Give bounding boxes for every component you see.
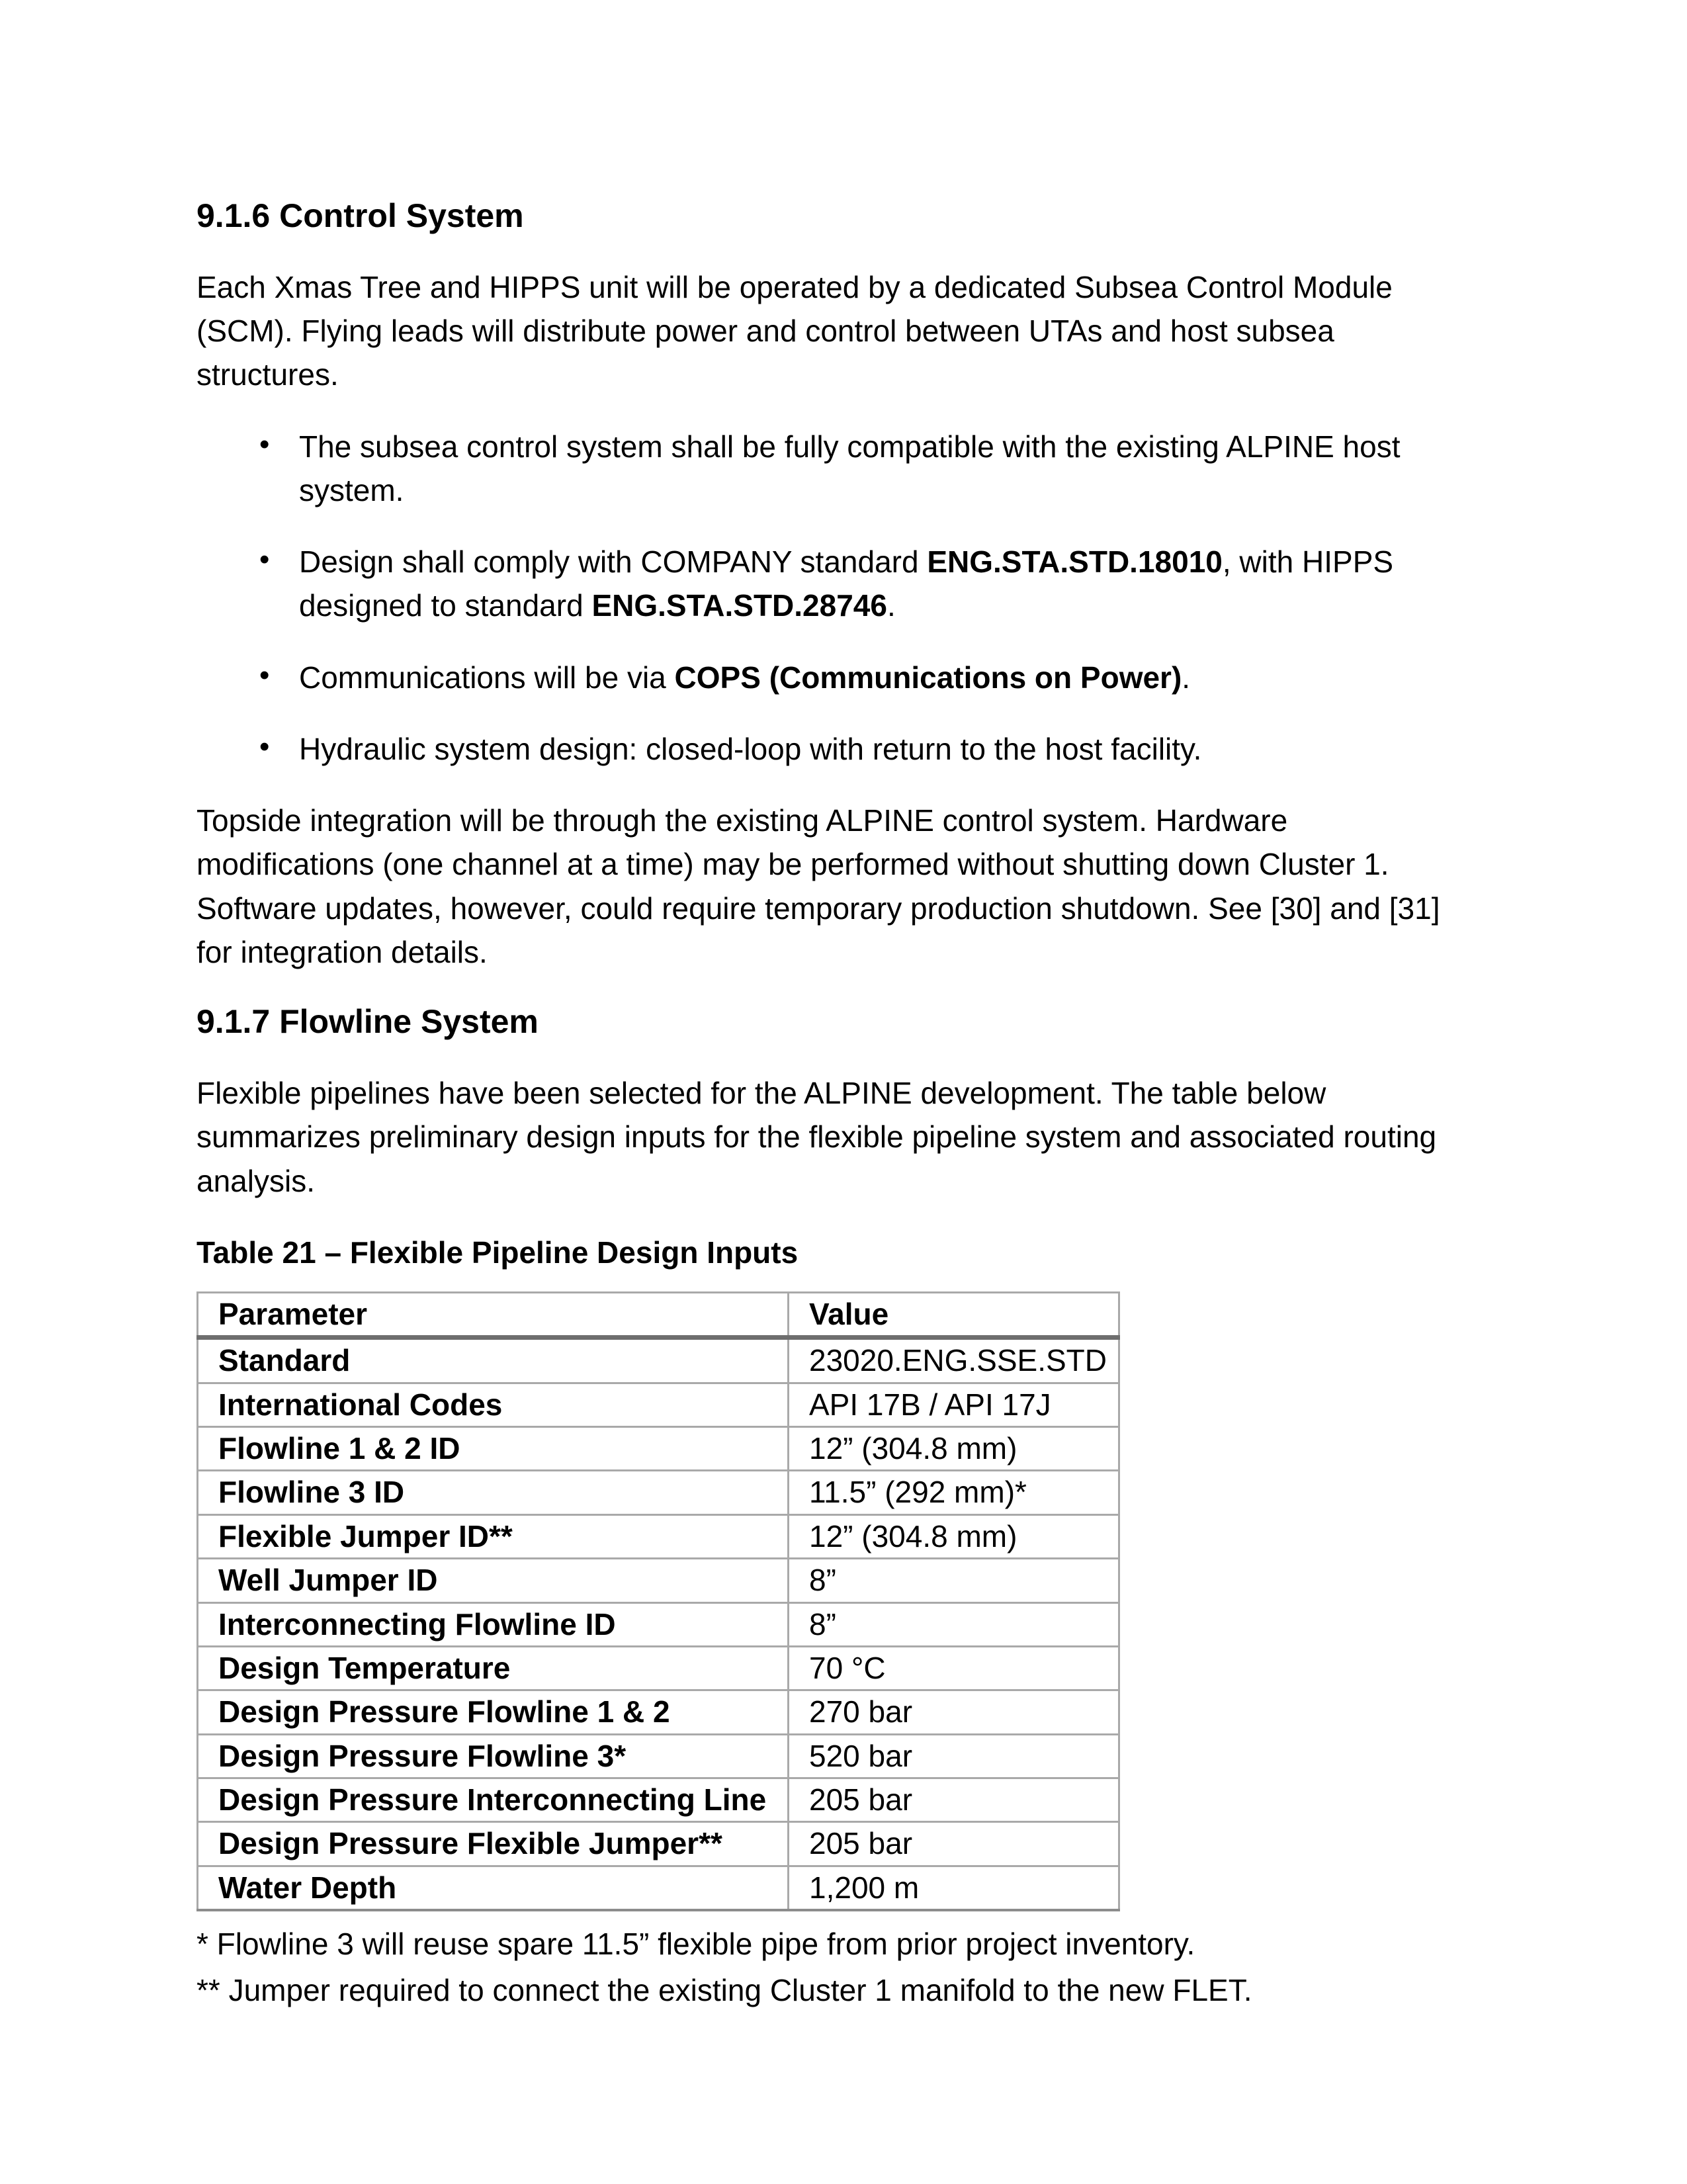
footnote-jumper: ** Jumper required to connect the existing Cluster 1 manifold to the new FLET. — [196, 1973, 1252, 2008]
flowline-system-intro-paragraph: Flexible pipelines have been selected for the ALPINE development. The table below summarizes preliminary design inputs for the flexible pipeline system and associated routing analysis. — [196, 1076, 1437, 1198]
section-heading-control-system: 9.1.6 Control System — [196, 197, 524, 234]
table-footnotes — [196, 1922, 1453, 2012]
value-cell: API 17B / API 17J — [789, 1383, 1119, 1426]
table-header-value: Value — [789, 1292, 1119, 1337]
bullet-item — [196, 425, 1453, 512]
value-cell: 8” — [789, 1602, 1119, 1646]
parameter-cell: Design Pressure Flowline 3* — [198, 1734, 789, 1778]
bullet-item — [196, 656, 1453, 699]
table-header-row — [198, 1292, 1119, 1337]
table-row — [198, 1646, 1119, 1690]
section-heading-flowline-system: 9.1.7 Flowline System — [196, 1003, 539, 1041]
bullet-text-segment: Design shall comply with COMPANY standard — [299, 545, 928, 580]
value-cell: 11.5” (292 mm)* — [789, 1471, 1119, 1514]
value-cell: 12” (304.8 mm) — [789, 1427, 1119, 1471]
parameter-cell: Flowline 1 & 2 ID — [198, 1427, 789, 1471]
bullet-item — [196, 727, 1453, 771]
flexible-pipeline-design-inputs-table — [196, 1291, 1120, 1911]
parameter-cell: Design Pressure Flowline 1 & 2 — [198, 1690, 789, 1734]
bullet-text-segment: The subsea control system shall be fully compatible with the existing ALPINE host system. — [299, 429, 1401, 507]
parameter-cell: Interconnecting Flowline ID — [198, 1602, 789, 1646]
table-row — [198, 1427, 1119, 1471]
value-cell: 70 °C — [789, 1646, 1119, 1690]
parameter-cell: Design Temperature — [198, 1646, 789, 1690]
table-row — [198, 1471, 1119, 1514]
bullet-item — [196, 540, 1453, 627]
control-system-bullet-list — [196, 425, 1453, 771]
bullet-text-segment: ENG.STA.STD.18010 — [927, 545, 1223, 580]
control-system-intro-paragraph: Each Xmas Tree and HIPPS unit will be operated by a dedicated Subsea Control Module (SCM). Flying leads will distribute power and control between UTAs and host subsea structures. — [196, 270, 1393, 392]
control-system-outro-paragraph: Topside integration will be through the existing ALPINE control system. Hardware modifications (one channel at a time) may be performed without shutting down Cluster 1. Software updates, however, could require temporary production shutdown. See [30] and [31] for integration details. — [196, 803, 1440, 969]
value-cell: 1,200 m — [789, 1866, 1119, 1910]
table-row — [198, 1383, 1119, 1426]
parameter-cell: Design Pressure Flexible Jumper** — [198, 1822, 789, 1866]
parameter-cell: Water Depth — [198, 1866, 789, 1910]
table-row — [198, 1602, 1119, 1646]
value-cell: 23020.ENG.SSE.STD — [789, 1338, 1119, 1383]
parameter-cell: Design Pressure Interconnecting Line — [198, 1778, 789, 1821]
table-row — [198, 1778, 1119, 1821]
parameter-cell: Flowline 3 ID — [198, 1471, 789, 1514]
parameter-cell: Standard — [198, 1338, 789, 1383]
bullet-text-segment: ENG.STA.STD.28746 — [591, 588, 887, 623]
table-21-caption: Table 21 – Flexible Pipeline Design Inputs — [196, 1235, 799, 1270]
bullet-text-segment: COPS (Communications on Power) — [674, 660, 1182, 695]
table-row — [198, 1690, 1119, 1734]
bullet-text-segment: Hydraulic system design: closed-loop with return to the host facility. — [299, 731, 1202, 766]
parameter-cell: International Codes — [198, 1383, 789, 1426]
table-row — [198, 1559, 1119, 1602]
value-cell: 205 bar — [789, 1822, 1119, 1866]
value-cell: 205 bar — [789, 1778, 1119, 1821]
table-row — [198, 1822, 1119, 1866]
bullet-text-segment: , with HIPPS designed to standard — [299, 545, 1394, 623]
value-cell: 520 bar — [789, 1734, 1119, 1778]
value-cell: 270 bar — [789, 1690, 1119, 1734]
value-cell: 12” (304.8 mm) — [789, 1514, 1119, 1558]
table-row — [198, 1338, 1119, 1383]
parameter-cell: Flexible Jumper ID** — [198, 1514, 789, 1558]
table-row — [198, 1866, 1119, 1910]
table-row — [198, 1514, 1119, 1558]
bullet-text-segment: Communications will be via — [299, 660, 675, 695]
parameter-cell: Well Jumper ID — [198, 1559, 789, 1602]
table-header-parameter: Parameter — [198, 1292, 789, 1337]
bullet-text-segment: . — [1182, 660, 1191, 695]
bullet-text-segment: . — [887, 588, 896, 623]
footnote-flowline-3: * Flowline 3 will reuse spare 11.5” flexible pipe from prior project inventory. — [196, 1927, 1195, 1962]
table-row — [198, 1734, 1119, 1778]
value-cell: 8” — [789, 1559, 1119, 1602]
